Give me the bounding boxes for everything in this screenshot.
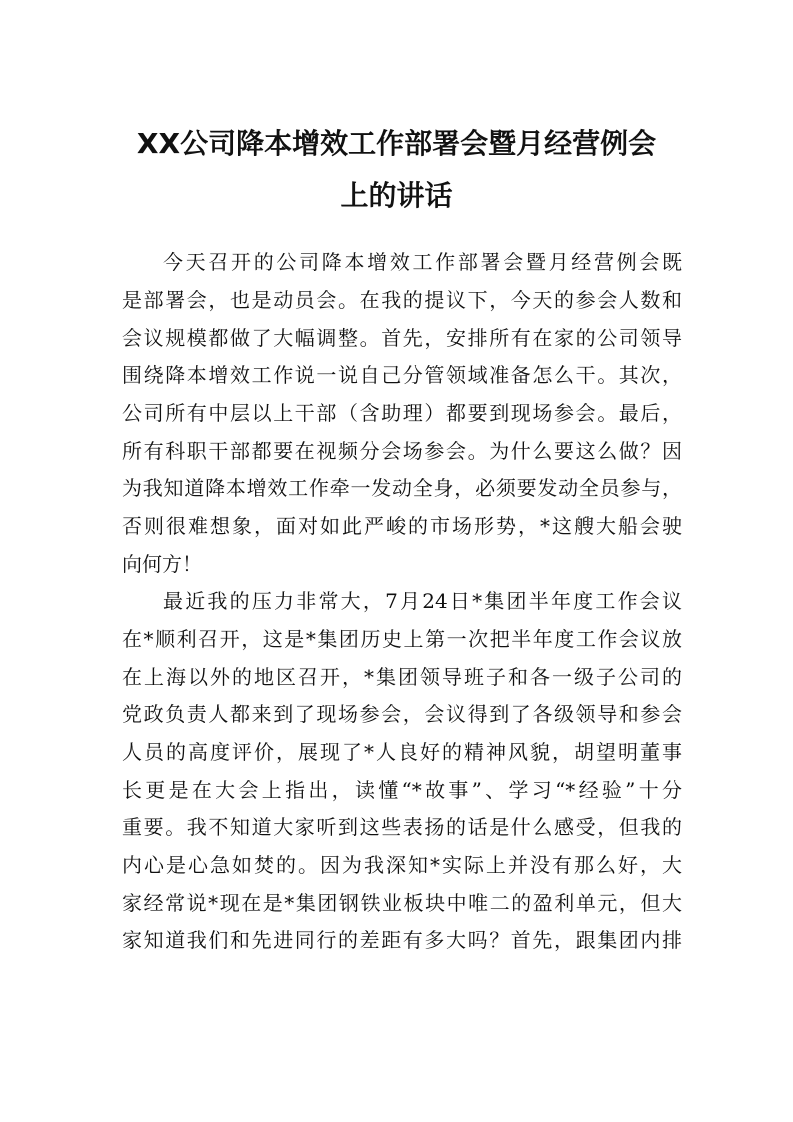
paragraph-line: 今天召开的公司降本增效工作部署会暨月经营例会既 (163, 250, 682, 274)
paragraph-line: 否则很难想象，面对如此严峻的市场形势，*这艘大船会驶 (122, 514, 682, 538)
document-title-line-2: 上的讲话 (340, 179, 453, 212)
paragraph-line: 人员的高度评价，展现了*人良好的精神风貌，胡望明董事 (122, 740, 682, 764)
paragraph-line: 党政负责人都来到了现场参会，会议得到了各级领导和参会 (122, 702, 682, 726)
paragraph-line: 家知道我们和先进同行的差距有多大吗？首先，跟集团内排 (122, 928, 682, 952)
paragraph-line: 最近我的压力非常大，7月24日*集团半年度工作会议 (163, 589, 682, 613)
paragraph-line: 向何方！ (122, 552, 202, 576)
paragraph-line: 在上海以外的地区召开，*集团领导班子和各一级子公司的 (122, 665, 682, 689)
paragraph-line: 家经常说*现在是*集团钢铁业板块中唯二的盈利单元，但大 (122, 891, 682, 915)
paragraph-line: 重要。我不知道大家听到这些表扬的话是什么感受，但我的 (122, 815, 682, 839)
paragraph-line: 是部署会，也是动员会。在我的提议下，今天的参会人数和 (122, 288, 682, 312)
document-title-line-1: XX公司降本增效工作部署会暨月经营例会 (136, 127, 657, 160)
paragraph-line: 公司所有中层以上干部（含助理）都要到现场参会。最后， (122, 401, 682, 425)
paragraph-line: 所有科职干部都要在视频分会场参会。为什么要这么做？因 (122, 439, 682, 463)
paragraph-line: 为我知道降本增效工作牵一发动全身，必须要发动全员参与， (122, 476, 682, 500)
paragraph-line: 在*顺利召开，这是*集团历史上第一次把半年度工作会议放 (122, 627, 682, 651)
paragraph-line: 会议规模都做了大幅调整。首先，安排所有在家的公司领导 (122, 326, 682, 350)
paragraph-line: 围绕降本增效工作说一说自己分管领域准备怎么干。其次， (122, 363, 682, 387)
paragraph-line: 内心是心急如焚的。因为我深知*实际上并没有那么好，大 (122, 853, 682, 877)
paragraph-line: 长更是在大会上指出，读懂“*故事”、学习“*经验”十分 (122, 778, 682, 802)
